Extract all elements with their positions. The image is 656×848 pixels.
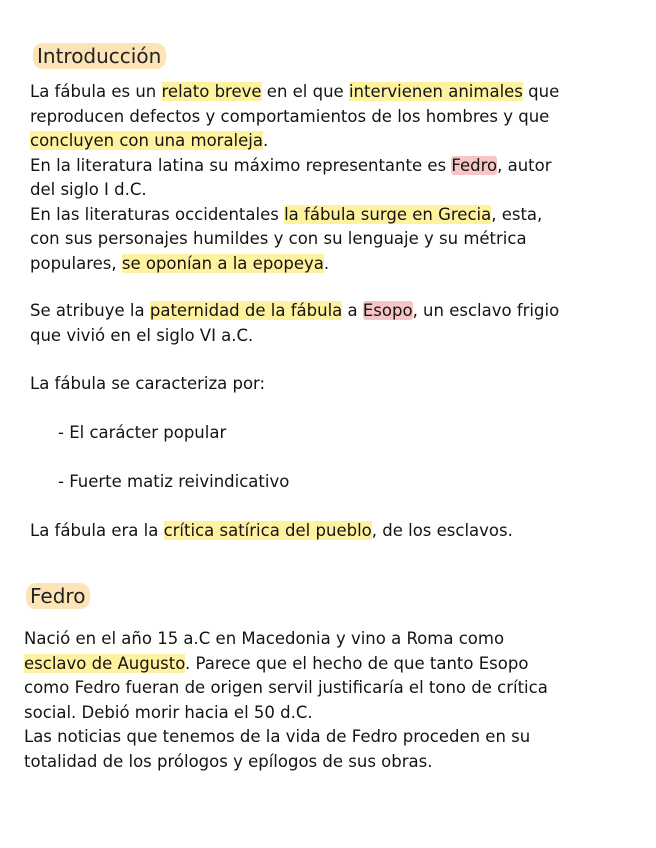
highlight-critica-satirica: crítica satírica del pueblo xyxy=(163,521,372,540)
fedro-paragraph: Nació en el año 15 a.C en Macedonia y vino a Roma como esclavo de Augusto. Parece que el hecho de que tanto Esopo como Fedro fueran de origen servil justificaría el tono de crítica social. Debió morir hacia el 50 d.C. Las noticias que tenemos de la vida de Fedro proceden en su totalidad de los prólogos y epílogos de sus obras. xyxy=(24,629,548,771)
highlight-esopo: Esopo xyxy=(362,301,413,320)
highlight-esclavo-augusto: esclavo de Augusto xyxy=(24,653,186,673)
highlight-moraleja: concluyen con una moraleja xyxy=(30,131,263,150)
highlight-paternidad: paternidad de la fábula xyxy=(149,301,343,320)
caracteriza-text: La fábula se caracteriza por: xyxy=(30,374,266,393)
intro-paragraph: La fábula es un relato breve en el que intervienen animales que reproducen defectos y comportamientos de los hombres y que concluyen con una moraleja. En la literatura latina su máximo representante es Fedro, autor del siglo I d.C. En las literaturas occidentales la fábula surge en Grecia, esta, con sus personajes humildes y con su lenguaje y su métrica populares, se oponían a la epopeya. xyxy=(30,82,560,273)
highlight-intervienen-animales: intervienen animales xyxy=(348,82,523,101)
highlight-grecia: la fábula surge en Grecia xyxy=(284,204,492,224)
section-heading-fedro: Fedro xyxy=(26,583,90,609)
list-item: - El carácter popular xyxy=(58,423,227,442)
critica-paragraph: La fábula era la crítica satírica del pueblo, de los esclavos. xyxy=(30,521,513,540)
highlight-relato-breve: relato breve xyxy=(161,82,262,101)
highlight-fedro: Fedro xyxy=(451,155,498,175)
list-item: - Fuerte matiz reivindicativo xyxy=(58,472,290,491)
section-heading-introduccion: Introducción xyxy=(33,43,166,69)
esopo-paragraph: Se atribuye la paternidad de la fábula a Esopo, un esclavo frigio que vivió en el siglo VI a.C. xyxy=(30,301,560,345)
highlight-epopeya: se oponían a la epopeya xyxy=(121,253,324,273)
